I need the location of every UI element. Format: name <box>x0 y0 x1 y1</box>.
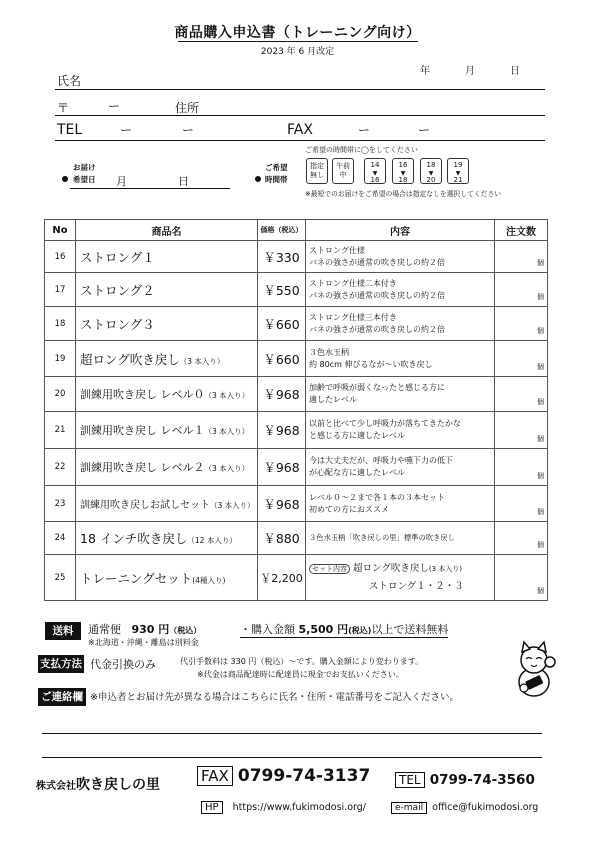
postal-dash: ー <box>108 99 121 113</box>
shipping-line <box>88 621 201 637</box>
year-label: 年 <box>420 66 430 77</box>
row-desc <box>306 341 495 377</box>
row-desc <box>306 307 495 341</box>
row-desc-line: ストロング１・２・３ <box>369 580 464 592</box>
time-footnote: ※最短でのお届けをご希望の場合は指定なしを選択してください <box>305 190 502 198</box>
row-no: 22 <box>45 449 76 486</box>
tel-dash-2: ー <box>182 123 195 137</box>
row-desc-line: ３色水玉柄 <box>309 347 349 357</box>
name-field[interactable] <box>55 89 545 90</box>
free-shipping-line <box>240 621 448 638</box>
row-desc-line: と感じる方に適したレベル <box>309 431 405 440</box>
title-underline <box>178 41 418 42</box>
row-name <box>76 449 258 486</box>
row-no: 17 <box>45 273 76 307</box>
time-slot-14-16[interactable] <box>364 158 386 184</box>
address-field[interactable] <box>55 115 545 116</box>
row-desc-line: 今は大丈夫だが、呼吸力や嚥下力の低下 <box>309 456 453 465</box>
row-no: 23 <box>45 486 76 522</box>
row-qty-note: (4種入り) <box>192 575 226 585</box>
row-no: 18 <box>45 307 76 341</box>
email-address[interactable]: office@fukimodosi.org <box>432 802 539 813</box>
delivery-date-field[interactable] <box>70 188 230 189</box>
payment-method: 代金引換のみ <box>90 658 156 671</box>
name-label: 氏名 <box>57 74 82 88</box>
row-qty-cell[interactable] <box>495 486 548 522</box>
row-desc <box>306 377 495 412</box>
row-qty-cell[interactable] <box>495 555 548 601</box>
shipping-fee: 930 円 <box>131 623 170 636</box>
tel-contact <box>395 769 535 788</box>
row-qty-cell[interactable] <box>495 273 548 307</box>
tel-label: TEL <box>57 122 83 138</box>
unit-label: 個 <box>537 587 544 595</box>
bullet-icon <box>255 176 261 182</box>
row-no: 19 <box>45 341 76 377</box>
day-label: 日 <box>510 66 520 77</box>
row-name <box>76 412 258 449</box>
table-row <box>45 377 548 412</box>
row-price: ￥968 <box>258 449 306 486</box>
unit-label: 個 <box>537 293 544 301</box>
time-slot-text: 指定 <box>310 162 324 170</box>
row-qty-note: （12 本入り） <box>187 536 237 545</box>
row-desc-line: ストロング仕様 <box>309 245 365 255</box>
payment-note-1: 代引手数料は 330 円（税込）〜です。購入金額により変わります。 <box>180 657 424 666</box>
row-qty-cell[interactable] <box>495 241 548 273</box>
row-price: ￥550 <box>258 273 306 307</box>
row-name-text: 超ロング吹き戻し <box>80 351 180 367</box>
fax-badge: FAX <box>197 766 233 786</box>
row-price: ￥968 <box>258 486 306 522</box>
row-qty-cell[interactable] <box>495 341 548 377</box>
header-no: No <box>45 220 76 241</box>
row-no: 20 <box>45 377 76 412</box>
row-price: ￥880 <box>258 522 306 555</box>
row-name <box>76 377 258 412</box>
time-slot-text: 21 <box>453 176 463 184</box>
row-desc <box>306 412 495 449</box>
time-slot-text: 20 <box>426 176 436 184</box>
row-desc-line: 初めての方におススメ <box>309 504 389 514</box>
bullet-icon <box>62 176 68 182</box>
address-label: 住所 <box>175 101 200 115</box>
row-qty-note: （3 本入り） <box>204 391 250 400</box>
shipping-tax: （税込） <box>169 626 202 635</box>
row-desc-line: バネの強さが通常の吹き戻しの約２倍 <box>309 290 445 300</box>
row-name-text: 訓練用吹き戻し レベル０ <box>80 388 205 401</box>
header-name: 商品名 <box>76 220 258 241</box>
row-no: 24 <box>45 522 76 555</box>
table-row <box>45 273 548 307</box>
website <box>201 795 366 814</box>
row-desc-line: ３色水玉柄「吹き戻しの里」標準の吹き戻し <box>309 533 455 542</box>
revision-date: 2023 年 6 月改定 <box>260 47 335 57</box>
free-text-2: 以上で送料無料 <box>371 623 449 636</box>
row-desc-line: ストロング仕様三本付き <box>309 312 397 322</box>
header-qty: 注文数 <box>495 220 548 241</box>
row-price: ￥660 <box>258 341 306 377</box>
time-label-2: 時間帯 <box>265 175 288 184</box>
row-qty-cell[interactable] <box>495 522 548 555</box>
fax-contact <box>197 766 370 786</box>
unit-label: 個 <box>537 363 544 371</box>
maneki-neko-mascot-icon <box>512 640 556 698</box>
month-label: 月 <box>465 66 475 77</box>
free-text-1: ・購入金額 <box>240 623 295 636</box>
set-contents-line <box>309 560 494 578</box>
time-slot-text: 18 <box>426 161 436 169</box>
tel-badge: TEL <box>395 772 425 788</box>
row-desc <box>306 522 495 555</box>
header-desc: 内容 <box>306 220 495 241</box>
row-price: ￥330 <box>258 241 306 273</box>
row-name-text: 訓練用吹き戻し レベル１ <box>80 424 205 437</box>
time-note: ご希望の時間帯に◯をしてください <box>305 146 418 154</box>
time-slot-morning[interactable] <box>332 158 354 184</box>
row-desc <box>306 273 495 307</box>
time-slot-19-21[interactable] <box>447 158 469 184</box>
row-name-text: ストロング１ <box>80 249 155 265</box>
row-desc <box>306 555 495 601</box>
time-slot-text: 14 <box>370 161 380 169</box>
row-price: ￥2,200 <box>258 555 306 601</box>
time-slot-16-18[interactable] <box>392 158 414 184</box>
row-price: ￥968 <box>258 377 306 412</box>
delivery-day-label: 日 <box>178 175 189 188</box>
website-url[interactable]: https://www.fukimodosi.org/ <box>232 802 366 813</box>
time-slot-text: 18 <box>398 176 408 184</box>
arrow-down-icon: ▼ <box>372 169 378 177</box>
row-qty-cell[interactable] <box>495 307 548 341</box>
free-tax: (税込) <box>348 626 372 635</box>
arrow-down-icon: ▼ <box>455 169 461 177</box>
unit-label: 個 <box>537 541 544 549</box>
row-name-text: 訓練用吹き戻しお試しセット <box>80 500 210 511</box>
row-qty-cell[interactable] <box>495 449 548 486</box>
row-desc-line: ストロング仕様二本付き <box>309 278 397 288</box>
row-name <box>76 341 258 377</box>
company-title: 吹き戻しの里 <box>76 777 160 793</box>
row-price: ￥968 <box>258 412 306 449</box>
row-desc-line: バネの強さが通常の吹き戻しの約２倍 <box>309 324 445 334</box>
table-row <box>45 241 548 273</box>
row-desc-line: 適したレベル <box>309 395 357 404</box>
row-no: 25 <box>45 555 76 601</box>
free-amount: 5,500 円 <box>298 623 349 636</box>
row-name <box>76 273 258 307</box>
set-qty-note: (3 本入り) <box>428 564 462 573</box>
header-price: 価格（税込） <box>258 220 306 241</box>
row-name <box>76 522 258 555</box>
shipping-regular: 通常便 <box>88 623 121 636</box>
time-slot-text: 中 <box>339 170 347 179</box>
time-slot-none[interactable] <box>306 158 328 184</box>
row-desc-line: 約 80cm 伸びるなが〜い吹き戻し <box>309 359 433 369</box>
row-desc <box>306 486 495 522</box>
product-table <box>44 219 548 601</box>
contact-label: ご連絡欄 <box>38 688 86 706</box>
contact-field-line-2[interactable] <box>42 757 542 758</box>
arrow-down-icon: ▼ <box>400 169 406 177</box>
tel-number: 0799-74-3560 <box>429 772 535 788</box>
row-name-text: ストロング２ <box>80 282 155 298</box>
row-name <box>76 307 258 341</box>
table-row <box>45 486 548 522</box>
table-row <box>45 522 548 555</box>
fax-dash-1: ー <box>358 123 371 137</box>
table-row <box>45 307 548 341</box>
row-desc-line: 以前と比べて少し呼吸力が落ちてきたかな <box>309 419 461 428</box>
row-name <box>76 241 258 273</box>
row-qty-note: （3 本入り） <box>204 464 250 473</box>
contact-field-line-1[interactable] <box>42 733 542 734</box>
payment-note-2: ※代金は商品配達時に配達員に現金でお支払いください。 <box>197 670 404 679</box>
table-row <box>45 555 548 601</box>
row-name-text: 訓練用吹き戻し レベル２ <box>80 461 205 474</box>
hp-badge: HP <box>201 801 223 814</box>
payment-label: 支払方法 <box>38 655 84 673</box>
row-name-text: ストロング３ <box>80 316 155 332</box>
table-row <box>45 412 548 449</box>
row-qty-cell[interactable] <box>495 412 548 449</box>
time-slot-text: 16 <box>398 161 408 169</box>
row-no: 16 <box>45 241 76 273</box>
time-slot-text: 無し <box>310 170 324 179</box>
table-row <box>45 341 548 377</box>
table-header-row <box>45 220 548 241</box>
email <box>391 795 538 814</box>
fax-label: FAX <box>287 122 313 138</box>
shipping-label: 送料 <box>45 622 81 640</box>
delivery-month-label: 月 <box>116 175 127 188</box>
postal-label: 〒 <box>57 101 70 115</box>
table-row <box>45 449 548 486</box>
unit-label: 個 <box>537 327 544 335</box>
contact-note: ※申込者とお届け先が異なる場合はこちらに氏名・住所・電話番号をご記入ください。 <box>90 692 459 703</box>
fax-number: 0799-74-3137 <box>237 766 371 786</box>
shipping-note: ※北海道・沖縄・離島は別料金 <box>88 638 199 647</box>
row-qty-note: （3 本入り） <box>210 501 255 510</box>
fax-dash-2: ー <box>418 123 431 137</box>
set-contents-tag: セット内容 <box>309 564 350 574</box>
time-slot-18-20[interactable] <box>420 158 442 184</box>
row-desc-line: 超ロング吹き戻し <box>353 562 429 574</box>
time-slot-text: 19 <box>453 161 463 169</box>
row-desc <box>306 241 495 273</box>
time-slot-text: 午前 <box>336 162 350 170</box>
row-name-text: 18 インチ吹き戻し <box>80 531 188 546</box>
row-name-text: トレーニングセット <box>80 570 193 586</box>
row-qty-note: （3 本入り） <box>204 427 250 436</box>
arrow-down-icon: ▼ <box>428 169 434 177</box>
unit-label: 個 <box>537 259 544 267</box>
row-desc <box>306 449 495 486</box>
row-no: 21 <box>45 412 76 449</box>
time-label-1: ご希望 <box>265 163 288 172</box>
time-slot-text: 16 <box>370 176 380 184</box>
row-desc-line: 加齢で呼吸が弱くなったと感じる方に <box>309 383 445 392</box>
page-title: 商品購入申込書（トレーニング向け） <box>174 25 421 41</box>
row-name <box>76 486 258 522</box>
row-desc-line: が心配な方に適したレベル <box>309 468 405 477</box>
unit-label: 個 <box>537 435 544 443</box>
row-name <box>76 555 258 601</box>
unit-label: 個 <box>537 508 544 516</box>
row-qty-cell[interactable] <box>495 377 548 412</box>
delivery-label-1: お届け <box>73 163 96 172</box>
row-desc-line: バネの強さが通常の吹き戻しの約２倍 <box>309 257 445 267</box>
row-price: ￥660 <box>258 307 306 341</box>
company-name <box>36 774 160 794</box>
unit-label: 個 <box>537 398 544 406</box>
tel-dash-1: ー <box>120 123 133 137</box>
company-prefix: 株式会社 <box>36 781 76 792</box>
phone-field[interactable] <box>55 140 545 141</box>
unit-label: 個 <box>537 472 544 480</box>
row-desc-line: レベル０〜２まで各１本の３本セット <box>309 492 445 502</box>
row-qty-note: （3 本入り） <box>179 356 225 366</box>
email-badge: e-mail <box>391 802 427 814</box>
delivery-label-2: 希望日 <box>73 175 96 184</box>
